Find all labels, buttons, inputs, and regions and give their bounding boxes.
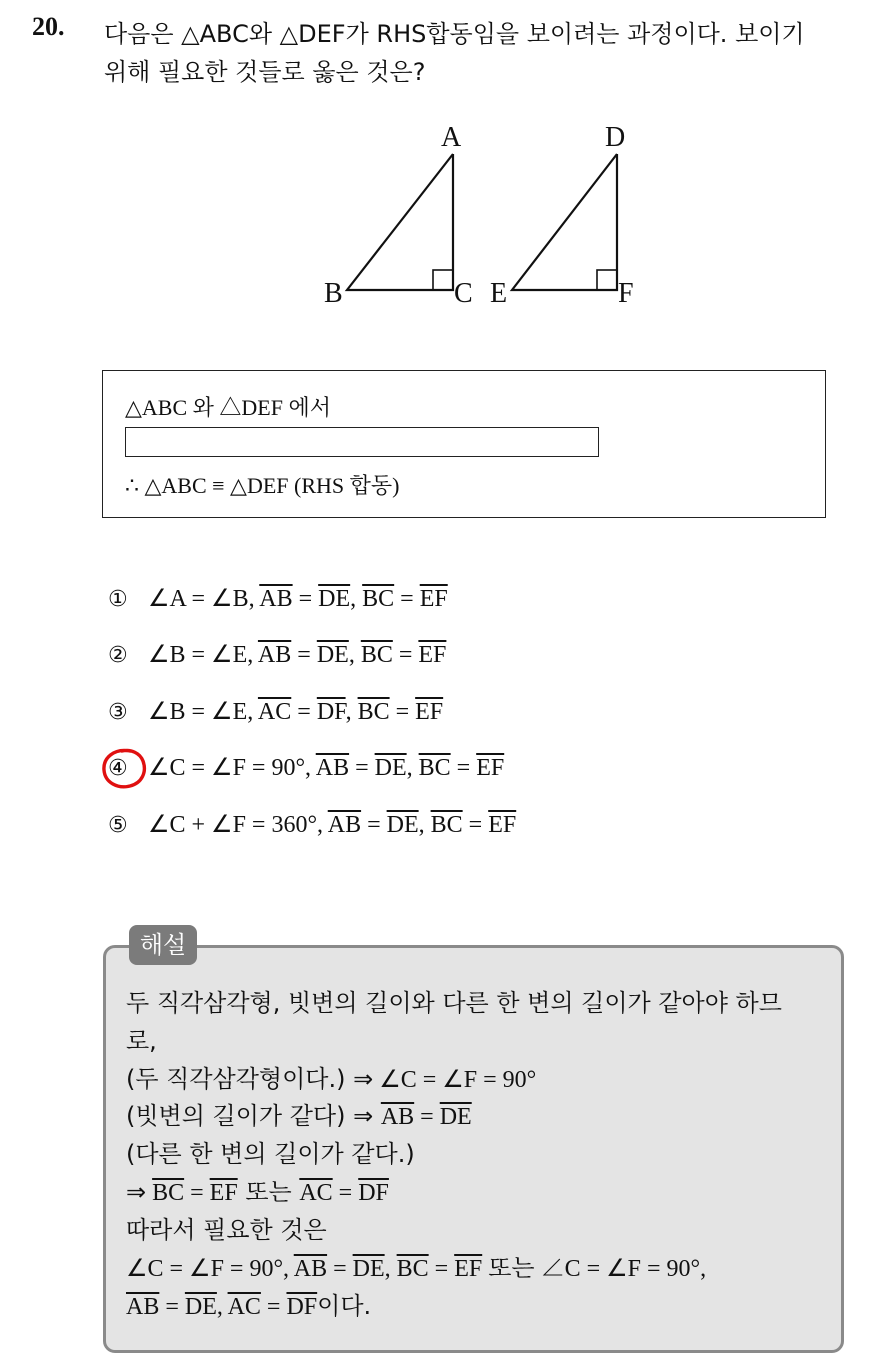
separator: , (384, 1256, 397, 1282)
segment: $\overline{AB}$ (126, 1294, 160, 1320)
proof-line-1: △ABC 와 △DEF 에서 (125, 395, 331, 420)
segment: $\overline{AB}$ (327, 812, 362, 838)
choice-angle: ∠C + ∠F = 360°, (148, 812, 328, 838)
text: (두 직각삼각형이다.) (126, 1065, 354, 1093)
right-angle-mark-f (597, 270, 617, 290)
choice-angle: ∠B = ∠E, (148, 699, 258, 725)
text: (빗변의 길이가 같다) ⇒ (126, 1102, 381, 1130)
separator: , (350, 586, 363, 612)
segment: $\overline{DF}$ (358, 1180, 389, 1206)
label-f: F (618, 278, 634, 309)
solution-line-6 (126, 1172, 389, 1207)
proof-blank (125, 427, 599, 457)
segment: $\overline{AB}$ (315, 755, 350, 781)
segment: $\overline{AB}$ (293, 1256, 328, 1282)
label-e: E (490, 278, 508, 309)
proof-line-3: ∴ △ABC ≡ △DEF (RHS 합동) (125, 473, 400, 498)
segment: $\overline{BC}$ (357, 699, 390, 725)
equals: = (159, 1294, 185, 1320)
segment: $\overline{AC}$ (299, 1180, 333, 1206)
segment: $\overline{DE}$ (184, 1294, 217, 1320)
equals: = (327, 1256, 353, 1282)
equals: = (184, 1180, 210, 1206)
choice-number: ④ (108, 756, 128, 781)
segment: $\overline{DE}$ (386, 812, 419, 838)
segment: $\overline{AC}$ (227, 1294, 261, 1320)
segment: $\overline{EF}$ (418, 642, 447, 668)
choice-number: ② (108, 643, 128, 668)
label-c: C (454, 278, 473, 309)
segment: $\overline{AB}$ (259, 586, 293, 612)
separator: , (406, 755, 419, 781)
segment: $\overline{BC}$ (418, 755, 451, 781)
segment: $\overline{EF}$ (454, 1256, 483, 1282)
choice-number: ① (108, 587, 128, 612)
segment: $\overline{EF}$ (488, 812, 517, 838)
text: 또는 ∠C = ∠F = 90°, (482, 1256, 707, 1282)
segment: $\overline{BC}$ (360, 642, 393, 668)
solution-line-2: 로, (126, 1027, 157, 1055)
equals: = (392, 642, 419, 668)
solution-tab: 해설 (129, 925, 197, 965)
choice-3[interactable] (108, 697, 443, 726)
segment: $\overline{EF}$ (419, 586, 448, 612)
choice-angle: ∠B = ∠E, (148, 642, 258, 668)
segment: $\overline{BC}$ (362, 586, 395, 612)
proof-box (102, 370, 826, 518)
equals: = (394, 586, 420, 612)
equals: = (428, 1256, 455, 1282)
segment: $\overline{DE}$ (374, 755, 407, 781)
equals: = (389, 699, 416, 725)
solution-line-9 (126, 1286, 371, 1321)
segment: $\overline{DE}$ (352, 1256, 385, 1282)
solution-line-1: 두 직각삼각형, 빗변의 길이와 다른 한 변의 길이가 같아야 하므 (126, 989, 782, 1017)
segment: $\overline{AB}$ (257, 642, 292, 668)
choice-angle: ∠C = ∠F = 90°, (148, 755, 316, 781)
segment: $\overline{DE}$ (316, 642, 349, 668)
text: ⇒ (126, 1180, 153, 1206)
label-b: B (324, 278, 343, 309)
right-angle-mark-c (433, 270, 453, 290)
question-number: 20. (32, 12, 65, 41)
equals: = (349, 755, 375, 781)
segment: $\overline{BC}$ (396, 1256, 429, 1282)
equals: = (291, 699, 317, 725)
equals: = (414, 1104, 440, 1130)
segment: $\overline{AC}$ (257, 699, 292, 725)
segment: $\overline{BC}$ (430, 812, 463, 838)
separator: , (348, 642, 361, 668)
choice-1[interactable] (108, 584, 448, 613)
label-a: A (441, 122, 462, 153)
choice-number: ⑤ (108, 813, 128, 838)
equals: = (462, 812, 489, 838)
choice-4[interactable] (108, 753, 504, 782)
equals: = (332, 1180, 359, 1206)
separator: , (418, 812, 431, 838)
segment: $\overline{BC}$ (152, 1180, 185, 1206)
choice-5[interactable] (108, 810, 516, 839)
segment: $\overline{EF}$ (209, 1180, 238, 1206)
triangle-abc (347, 154, 453, 290)
choice-number: ③ (108, 700, 128, 725)
segment: $\overline{DE}$ (439, 1104, 472, 1130)
equals: = (291, 642, 317, 668)
solution-line-8 (126, 1248, 706, 1283)
segment: $\overline{DF}$ (316, 699, 346, 725)
equals: = (361, 812, 387, 838)
text: 또는 (237, 1178, 300, 1206)
choice-angle: ∠A = ∠B, (148, 586, 260, 612)
label-d: D (605, 122, 626, 153)
segment: $\overline{DE}$ (318, 586, 351, 612)
solution-line-4 (126, 1096, 472, 1131)
choice-2[interactable] (108, 640, 446, 669)
solution-line-7: 따라서 필요한 것은 (126, 1216, 327, 1244)
solution-line-5: (다른 한 변의 길이가 같다.) (126, 1140, 415, 1168)
separator: , (345, 699, 358, 725)
segment: $\overline{DF}$ (286, 1294, 318, 1320)
equals: = (260, 1294, 287, 1320)
separator: , (216, 1294, 228, 1320)
text: ∠C = ∠F = 90°, (126, 1256, 294, 1282)
triangles-figure (300, 112, 660, 312)
text: 이다. (317, 1292, 372, 1320)
solution-line-3 (126, 1059, 536, 1094)
triangle-def (512, 154, 617, 290)
segment: $\overline{EF}$ (476, 755, 505, 781)
equals: = (450, 755, 477, 781)
question-text-line2: 위해 필요한 것들로 옳은 것은? (104, 58, 426, 86)
segment: $\overline{EF}$ (415, 699, 444, 725)
equals: = (292, 586, 319, 612)
answer-circle-mark (100, 744, 152, 794)
segment: $\overline{AB}$ (380, 1104, 415, 1130)
text: ⇒ ∠C = ∠F = 90° (353, 1067, 537, 1093)
question-text-line1: 다음은 △ABC와 △DEF가 RHS합동임을 보이려는 과정이다. 보이기 (104, 20, 805, 48)
